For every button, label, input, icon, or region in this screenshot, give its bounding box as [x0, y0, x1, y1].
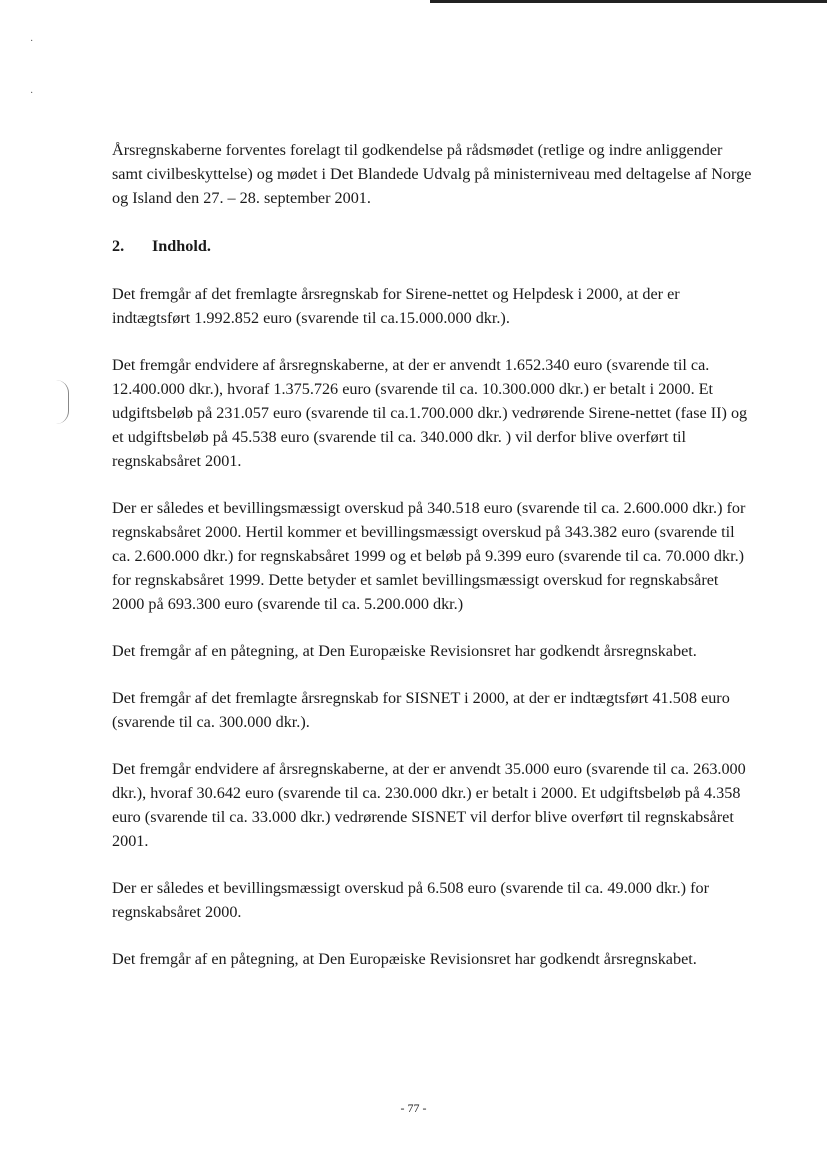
paragraph: Det fremgår af en påtegning, at Den Europæiske Revisionsret har godkendt årsregnskabet.: [112, 642, 697, 660]
paragraph: Der er således et bevillingsmæssigt overskud på 6.508 euro (svarende til ca. 49.000 dkr.) for regnskabsåret 2000.: [112, 879, 709, 921]
section-number: 2.: [112, 237, 125, 255]
paragraph: Det fremgår af det fremlagte årsregnskab for Sirene-nettet og Helpdesk i 2000, at der er indtægtsført 1.992.852 euro (svarende til ca.15.000.000 dkr.).: [112, 285, 680, 327]
intro-paragraph: Årsregnskaberne forventes forelagt til godkendelse på rådsmødet (retlige og indre anliggender samt civilbeskyttelse) og mødet i Det Blandede Udvalg på ministerniveau med deltagelse af Norge og Island den 27. – 28. september 2001.: [112, 141, 752, 207]
section-heading: [112, 234, 752, 258]
top-scan-rule: [430, 0, 827, 3]
paragraph: Det fremgår endvidere af årsregnskaberne, at der er anvendt 35.000 euro (svarende til ca. 263.000 dkr.), hvoraf 30.642 euro (svarende til ca. 230.000 dkr.) er betalt i 2000. Et udgiftsbeløb på 4.358 euro (svarende til ca. 33.000 dkr.) vedrørende SISNET vil derfor blive overført til regnskabsåret 2001.: [112, 760, 746, 850]
paragraph: Det fremgår endvidere af årsregnskaberne, at der er anvendt 1.652.340 euro (svarende til ca. 12.400.000 dkr.), hvoraf 1.375.726 euro (svarende til ca. 10.300.000 dkr.) er betalt i 2000. Et udgiftsbeløb på 231.057 euro (svarende til ca.1.700.000 dkr.) vedrørende Sirene-nettet (fase II) og et udgiftsbeløb på 45.538 euro (svarende til ca. 340.000 dkr. ) vil derfor blive overført til regnskabsåret 2001.: [112, 356, 748, 470]
paragraph: Der er således et bevillingsmæssigt overskud på 340.518 euro (svarende til ca. 2.600.000 dkr.) for regnskabsåret 2000. Hertil kommer et bevillingsmæssigt overskud på 343.382 euro (svarende til ca. 2.600.000 dkr.) for regnskabsåret 1999 og et beløb på 9.399 euro (svarende til ca. 70.000 dkr.) for regnskabsåret 1999. Dette betyder et samlet bevillingsmæssigt overskud for regnskabsåret 2000 på 693.300 euro (svarende til ca. 5.200.000 dkr.): [112, 499, 746, 613]
document-body: [112, 138, 752, 994]
paragraph: Det fremgår af en påtegning, at Den Europæiske Revisionsret har godkendt årsregnskabet.: [112, 950, 697, 968]
paragraph: Det fremgår af det fremlagte årsregnskab for SISNET i 2000, at der er indtægtsført 41.508 euro (svarende til ca. 300.000 dkr.).: [112, 689, 730, 731]
scan-bracket-mark: [56, 380, 69, 424]
page-number: - 77 -: [400, 1101, 427, 1115]
section-title: Indhold.: [152, 237, 211, 255]
margin-mark: ·: [30, 36, 34, 47]
margin-mark: ·: [30, 88, 34, 99]
